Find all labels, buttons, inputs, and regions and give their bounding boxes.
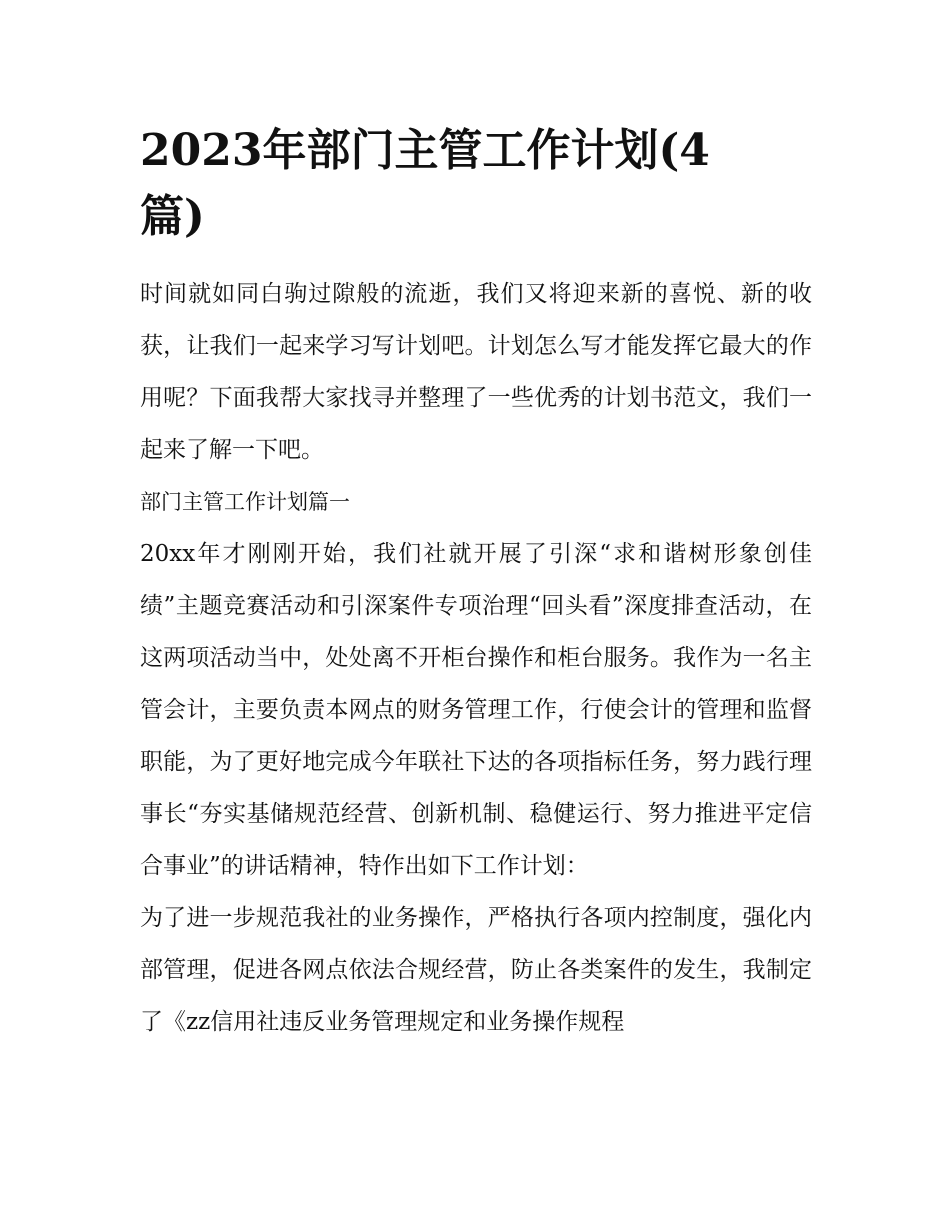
- section-heading: 部门主管工作计划篇一: [140, 490, 350, 514]
- document-title: 2023年部门主管工作计划(4篇): [140, 125, 710, 242]
- body-paragraph-2: 为了进一步规范我社的业务操作，严格执行各项内控制度，强化内部管理，促进各网点依法合规经营，防止各类案件的发生，我制定了《zz信用社违反业务管理规定和业务操作规程: [140, 905, 812, 1035]
- body-paragraph-1: 20xx年才刚刚开始，我们社就开展了引深“求和谐树形象创佳绩”主题竞赛活动和引深案件专项治理“回头看”深度排查活动，在这两项活动当中，处处离不开柜台操作和柜台服务。我作为一名主管会计，主要负责本网点的财务管理工作，行使会计的管理和监督职能，为了更好地完成今年联社下达的各项指标任务，努力践行理事长“夯实基储规范经营、创新机制、稳健运行、努力推进平定信合事业”的讲话精神，特作出如下工作计划：: [140, 541, 812, 879]
- document-body: [140, 118, 812, 1048]
- intro-paragraph: 时间就如同白驹过隙般的流逝，我们又将迎来新的喜悦、新的收获，让我们一起来学习写计划吧。计划怎么写才能发挥它最大的作用呢？下面我帮大家找寻并整理了一些优秀的计划书范文，我们一起来了解一下吧。: [140, 281, 812, 463]
